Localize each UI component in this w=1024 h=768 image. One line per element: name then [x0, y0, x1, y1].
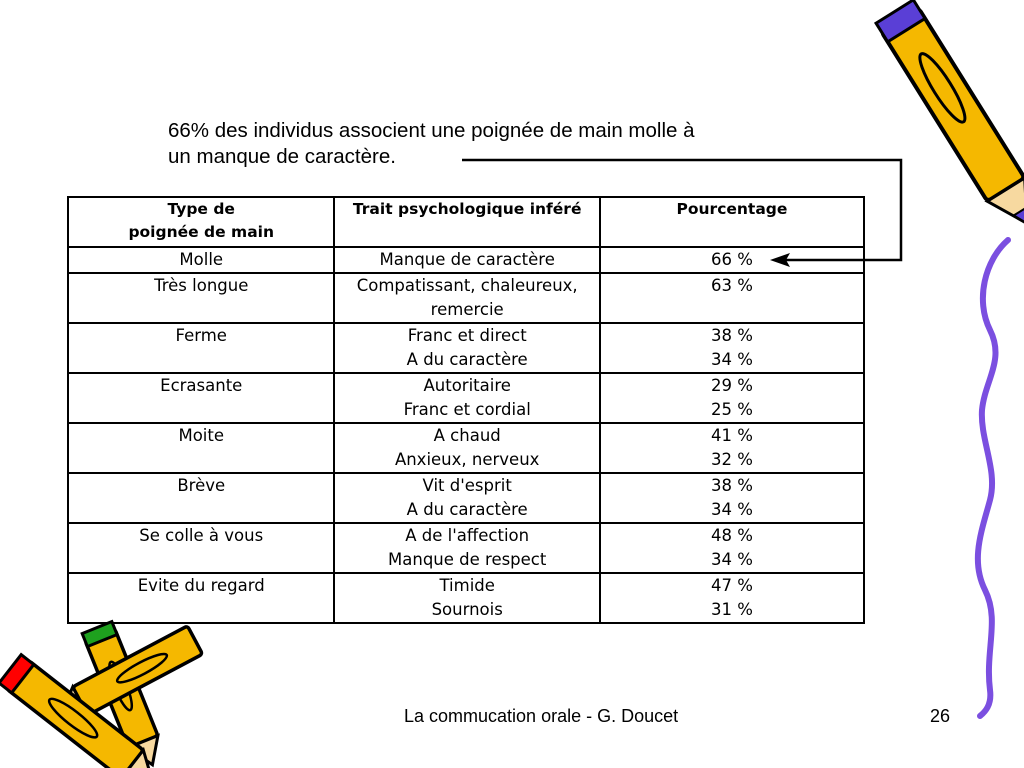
trait-text: Sournois	[431, 600, 503, 619]
handshake-type-text: Se colle à vous	[139, 526, 264, 545]
trait-text: Manque de respect	[388, 550, 547, 569]
trait-text: Anxieux, nerveux	[394, 450, 540, 469]
trait-text: A chaud	[433, 426, 501, 445]
headline-line-1: 66% des individus associent une poignée de main molle à	[168, 119, 695, 142]
percentage-text: 47 %	[711, 576, 753, 595]
page-number: 26	[930, 706, 951, 726]
handshake-type-text: Moite	[178, 426, 224, 445]
header-percent: Pourcentage	[600, 197, 864, 247]
headline-line-2: un manque de caractère.	[168, 145, 396, 168]
trait-text: Timide	[439, 576, 495, 595]
header-trait: Trait psychologique inféré	[334, 197, 599, 247]
percentage-text: 38 %	[711, 476, 753, 495]
trait-text: Manque de caractère	[379, 250, 555, 269]
trait-text: A du caractère	[406, 500, 528, 519]
percentage-text: 31 %	[711, 600, 753, 619]
pencil-icon	[876, 0, 1024, 235]
callout-arrow	[462, 160, 901, 267]
percentage-text: 38 %	[711, 326, 753, 345]
pencil-cluster-icon	[0, 622, 203, 768]
handshake-type-text: Ecrasante	[160, 376, 243, 395]
trait-text: Autoritaire	[423, 376, 511, 395]
handshake-type-text: Très longue	[154, 276, 249, 295]
trait-text: A de l'affection	[405, 526, 530, 545]
trait-text: A du caractère	[406, 350, 528, 369]
handshake-type-text: Molle	[179, 250, 224, 269]
wavy-line	[978, 240, 1008, 716]
handshake-type-text: Evite du regard	[137, 576, 265, 595]
percentage-text: 48 %	[711, 526, 753, 545]
percentage-text: 34 %	[711, 350, 753, 369]
percentage-text: 34 %	[711, 500, 753, 519]
percentage-text: 25 %	[711, 400, 753, 419]
percentage-text: 63 %	[711, 276, 753, 295]
trait-text: Compatissant, chaleureux,	[356, 276, 578, 295]
trait-text: remercie	[430, 300, 504, 319]
percentage-text: 41 %	[711, 426, 753, 445]
percentage-text: 32 %	[711, 450, 753, 469]
trait-text: Vit d'esprit	[422, 476, 512, 495]
footer-author: La commucation orale - G. Doucet	[404, 706, 679, 726]
handshake-type-text: Brève	[177, 476, 226, 495]
handshake-type-text: Ferme	[175, 326, 227, 345]
header-type-line-1: Type de	[167, 200, 235, 218]
percentage-text: 29 %	[711, 376, 753, 395]
trait-text: Franc et direct	[407, 326, 527, 345]
header-type-line-2: poignée de main	[128, 223, 275, 241]
percentage-text: 66 %	[711, 250, 753, 269]
percentage-text: 34 %	[711, 550, 753, 569]
trait-text: Franc et cordial	[403, 400, 531, 419]
